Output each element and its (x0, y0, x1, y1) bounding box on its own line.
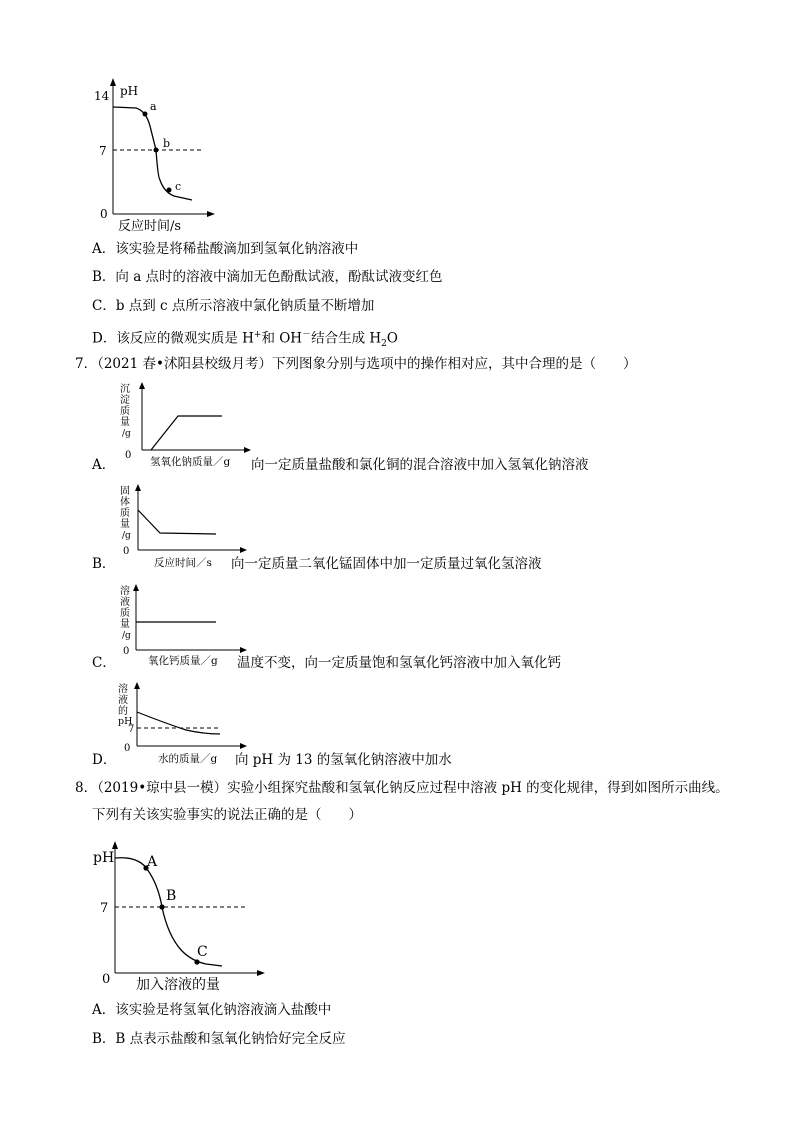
q7a-y-label-0: 沉 (120, 384, 130, 395)
q7d-y-label-0: 溶 (118, 684, 128, 695)
q7b-curve (138, 510, 216, 534)
q7c-y-label-1: 液 (120, 597, 130, 608)
q8-stem-line2: 下列有关该实验事实的说法正确的是（ ） (92, 807, 362, 823)
q6-tick-7: 7 (99, 144, 107, 158)
q7d-tick-7: 7 (128, 724, 135, 735)
q8-origin: 0 (102, 972, 111, 987)
q6-tick-14: 14 (94, 89, 110, 103)
q7a-graph (118, 380, 258, 472)
q8-ph-graph (90, 838, 280, 998)
q7a-x-label: 氢氧化钠质量／g (150, 456, 231, 468)
q7c-y-arrow (133, 584, 139, 591)
q7b-y-label-4: /g (122, 531, 131, 541)
q6-point-a (143, 112, 148, 117)
q7b-y-label-1: 体 (120, 497, 130, 508)
q7d-origin: 0 (124, 743, 131, 754)
q6-option-c: C．b 点到 c 点所示溶液中氯化钠质量不断增加 (92, 298, 375, 314)
q6-point-c (167, 188, 172, 193)
q7c-y-label-4: /g (122, 631, 131, 641)
q7b-y-label-0: 固 (120, 486, 130, 497)
q7a-y-label-2: 质 (120, 406, 130, 417)
q6-label-b: b (163, 137, 171, 150)
q7a-origin: 0 (125, 450, 132, 461)
q6-option-d (92, 326, 398, 353)
q7a-x-arrow (244, 447, 251, 453)
q7d-x-arrow (240, 743, 247, 749)
q6-y-axis-label: pH (120, 84, 139, 98)
q6-y-arrow (110, 78, 116, 86)
q6-label-a: a (150, 100, 157, 113)
q8-option-a: A．该实验是将氢氧化钠溶液滴入盐酸中 (92, 1002, 332, 1018)
q6-option-d-end: O (386, 330, 398, 347)
q7d-curve (137, 712, 220, 734)
q8-label-c: C (197, 944, 208, 960)
q7-option-b-text: 向一定质量二氧化锰固体中加一定质量过氧化氢溶液 (231, 556, 542, 572)
q7d-y-label-1: 液 (118, 695, 128, 706)
q6-option-a: A．该实验是将稀盐酸滴加到氢氧化钠溶液中 (92, 241, 359, 257)
q8-point-c (194, 959, 199, 964)
q6-option-d-mid: 和 OH (261, 330, 303, 347)
q7d-y-arrow (134, 682, 140, 689)
q7b-x-arrow (240, 547, 247, 553)
q6-option-d-sub: 2 (381, 339, 387, 350)
q7b-origin: 0 (123, 546, 130, 557)
q7c-y-label-0: 溶 (120, 586, 130, 597)
q8-x-arrow (257, 970, 265, 976)
q7c-x-arrow (240, 647, 247, 653)
q7-stem: 7．（2021 春•沭阳县校级月考）下列图象分别与选项中的操作相对应，其中合理的是（ ） (75, 356, 637, 372)
q7-option-d-letter: D． (92, 752, 117, 768)
q7-option-d-text: 向 pH 为 13 的氢氧化钠溶液中加水 (235, 752, 452, 768)
q8-label-b: B (166, 888, 177, 904)
q7a-y-label-4: /g (122, 429, 131, 439)
q7c-y-label-2: 质 (120, 608, 130, 619)
q8-stem-line1: 8．（2019•琼中县一模）实验小组探究盐酸和氢氧化钠反应过程中溶液 pH 的变化规律，得到如图所示曲线。 (75, 780, 729, 796)
q6-option-d-post: 结合生成 H (311, 330, 382, 347)
q7a-y-label-3: 量 (120, 417, 130, 428)
q7-option-b-letter: B． (92, 556, 116, 572)
q6-option-b: B．向 a 点时的溶液中滴加无色酚酞试液，酚酞试液变红色 (92, 269, 443, 285)
q7d-y-label-3: pH (118, 716, 133, 727)
q7b-y-label-2: 质 (120, 508, 130, 519)
q7-option-a-text: 向一定质量盐酸和氯化铜的混合溶液中加入氢氧化钠溶液 (251, 457, 589, 473)
q7-option-a-letter: A． (92, 457, 116, 473)
q6-label-c: c (175, 180, 182, 193)
q7-option-c-text: 温度不变，向一定质量饱和氢氧化钙溶液中加入氧化钙 (237, 655, 561, 671)
q7a-y-arrow (139, 382, 145, 389)
q8-label-a: A (147, 854, 158, 870)
q6-option-d-pre: D．该反应的微观实质是 H (92, 330, 254, 347)
q7a-curve (151, 416, 222, 450)
q7d-y-label-2: 的 (118, 706, 128, 717)
q7c-x-label: 氧化钙质量／g (148, 655, 218, 667)
q7b-x-label: 反应时间／s (154, 557, 212, 569)
q6-option-d-sup2: － (302, 330, 312, 340)
q7d-x-label: 水的质量／g (158, 753, 218, 765)
q7-option-c-letter: C． (92, 655, 116, 671)
q7b-y-arrow (135, 484, 141, 491)
q8-option-b: B．B 点表示盐酸和氢氧化钠恰好完全反应 (92, 1031, 346, 1047)
q7c-origin: 0 (123, 646, 130, 657)
q6-point-b (154, 148, 159, 153)
q8-y-arrow (112, 841, 118, 849)
q8-tick-7: 7 (100, 901, 109, 916)
q7c-y-label-3: 量 (120, 619, 130, 630)
q6-option-d-sup1: + (253, 330, 262, 340)
q8-y-axis-label: pH (93, 850, 115, 866)
q8-point-b (159, 904, 164, 909)
q7b-y-label-3: 量 (120, 519, 130, 530)
q6-origin: 0 (100, 207, 108, 221)
q7a-y-label-1: 淀 (120, 395, 130, 406)
q8-x-axis-label: 加入溶液的量 (136, 977, 220, 993)
q6-x-arrow (207, 211, 215, 217)
q6-x-axis-label: 反应时间/s (118, 219, 182, 234)
q6-ph-graph (88, 78, 238, 238)
